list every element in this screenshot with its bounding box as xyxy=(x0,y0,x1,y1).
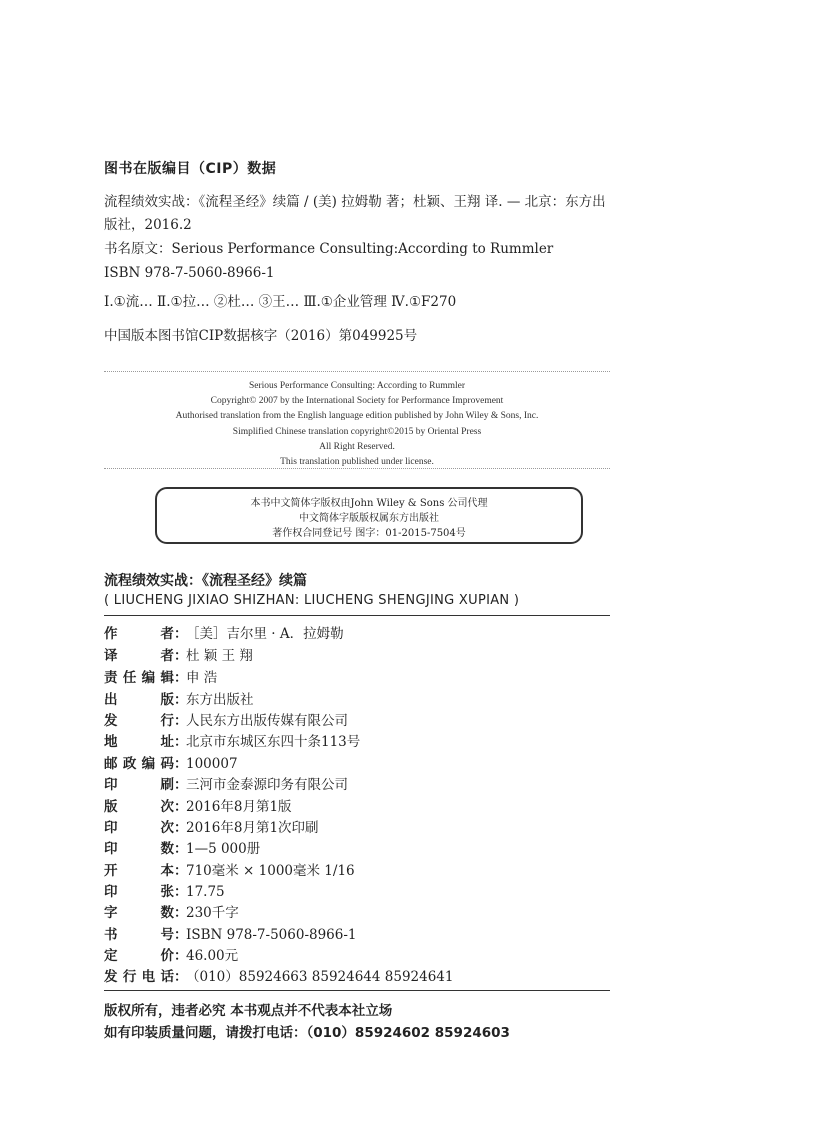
info-value: 1—5 000册 xyxy=(186,841,261,857)
cip-heading: 图书在版编目（CIP）数据 xyxy=(104,161,277,177)
info-value: 杜 颖 王 翔 xyxy=(186,648,253,664)
info-label: 版次 xyxy=(104,799,174,815)
info-value: 100007 xyxy=(186,756,238,772)
info-value: 17.75 xyxy=(186,884,225,900)
info-label: 作者 xyxy=(104,626,174,642)
cip-line: 流程绩效实战：《流程圣经》续篇 / (美) 拉姆勒 著；杜颖、王翔 译. — 北京：东方出 xyxy=(104,194,606,210)
cip-line: 版社，2016.2 xyxy=(104,217,192,233)
info-row: 版次：2016年8月第1版 xyxy=(104,799,292,815)
info-row: 译者：杜 颖 王 翔 xyxy=(104,648,253,664)
info-label: 印数 xyxy=(104,841,174,857)
cip-line: 书名原文：Serious Performance Consulting:According to Rummler xyxy=(104,241,554,257)
info-value: 230千字 xyxy=(186,905,239,921)
book-title-pinyin: ( LIUCHENG JIXIAO SHIZHAN: LIUCHENG SHENGJING XUPIAN ) xyxy=(104,593,520,608)
copyright-line: Authorised translation from the English language edition published by John Wiley & Sons, Inc. xyxy=(175,411,539,422)
book-title: 流程绩效实战：《流程圣经》续篇 xyxy=(104,573,307,589)
info-value: 申 浩 xyxy=(186,670,218,686)
info-value: 北京市东城区东四十条113号 xyxy=(186,734,361,750)
info-label: 开本 xyxy=(104,863,174,879)
info-label: 责任编辑 xyxy=(104,670,174,686)
info-row: 开本：710毫米 × 1000毫米 1/16 xyxy=(104,863,355,879)
copyright-line: Simplified Chinese translation copyright©2015 by Oriental Press xyxy=(232,426,482,437)
info-row: 印次：2016年8月第1次印刷 xyxy=(104,820,319,836)
info-value: ISBN 978-7-5060-8966-1 xyxy=(186,927,357,943)
info-value: （010）85924663 85924644 85924641 xyxy=(186,969,454,985)
dotted-divider xyxy=(104,468,610,469)
copyright-line: This translation published under license. xyxy=(280,457,434,468)
info-row: 字数：230千字 xyxy=(104,905,239,921)
info-label: 译者 xyxy=(104,648,174,664)
title-rule xyxy=(104,615,610,616)
info-row: 作者：［美］吉尔里 · A．拉姆勒 xyxy=(104,626,344,642)
info-row: 定价：46.00元 xyxy=(104,948,239,964)
info-value: 2016年8月第1版 xyxy=(186,799,292,815)
info-value: 710毫米 × 1000毫米 1/16 xyxy=(186,863,355,879)
info-label: 地址 xyxy=(104,734,174,750)
info-label: 书号 xyxy=(104,927,174,943)
info-row: 发行：人民东方出版传媒有限公司 xyxy=(104,713,348,729)
quality-contact: 如有印装质量问题，请拨打电话：（010）85924602 85924603 xyxy=(104,1025,510,1041)
info-row: 书号：ISBN 978-7-5060-8966-1 xyxy=(104,927,357,943)
info-value: 2016年8月第1次印刷 xyxy=(186,820,319,836)
copyright-line: Copyright© 2007 by the International Society for Performance Improvement xyxy=(210,396,504,407)
cip-classification: Ⅰ.①流… Ⅱ.①拉… ②杜… ③王… Ⅲ.①企业管理 Ⅳ.①F270 xyxy=(104,294,457,310)
copyright-line: All Right Reserved. xyxy=(319,441,395,452)
info-value: 人民东方出版传媒有限公司 xyxy=(186,713,348,729)
info-label: 出版 xyxy=(104,692,174,708)
agency-line: 中文简体字版版权属东方出版社 xyxy=(299,513,439,524)
info-value: 46.00元 xyxy=(186,948,239,964)
info-value: 三河市金泰源印务有限公司 xyxy=(186,777,348,793)
agency-line: 本书中文简体字版权由John Wiley & Sons 公司代理 xyxy=(250,498,488,509)
cip-record-number: 中国版本图书馆CIP数据核字（2016）第049925号 xyxy=(104,328,418,344)
rights-notice: 版权所有，违者必究 本书观点并不代表本社立场 xyxy=(104,1003,393,1019)
info-row: 地址：北京市东城区东四十条113号 xyxy=(104,734,361,750)
info-row: 发行电话：（010）85924663 85924644 85924641 xyxy=(104,969,454,985)
info-row: 印张：17.75 xyxy=(104,884,225,900)
info-label: 印次 xyxy=(104,820,174,836)
info-value: 东方出版社 xyxy=(186,692,254,708)
info-row: 责任编辑：申 浩 xyxy=(104,670,218,686)
info-row: 印刷：三河市金泰源印务有限公司 xyxy=(104,777,348,793)
info-label: 字数 xyxy=(104,905,174,921)
info-row: 出版：东方出版社 xyxy=(104,692,254,708)
info-label: 发行电话 xyxy=(104,969,174,985)
info-value: ［美］吉尔里 · A．拉姆勒 xyxy=(186,626,344,642)
copyright-notice xyxy=(104,379,610,470)
info-label: 印张 xyxy=(104,884,174,900)
footer-rule xyxy=(104,990,610,991)
info-label: 定价 xyxy=(104,948,174,964)
dotted-divider xyxy=(104,371,610,372)
agency-line: 著作权合同登记号 图字：01-2015-7504号 xyxy=(272,528,466,539)
agency-notice-box xyxy=(155,487,583,544)
info-row: 印数：1—5 000册 xyxy=(104,841,261,857)
copyright-line: Serious Performance Consulting: According to Rummler xyxy=(248,381,466,391)
info-label: 邮政编码 xyxy=(104,756,174,772)
info-label: 印刷 xyxy=(104,777,174,793)
cip-line: ISBN 978-7-5060-8966-1 xyxy=(104,265,275,281)
info-label: 发行 xyxy=(104,713,174,729)
info-row: 邮政编码：100007 xyxy=(104,756,238,772)
